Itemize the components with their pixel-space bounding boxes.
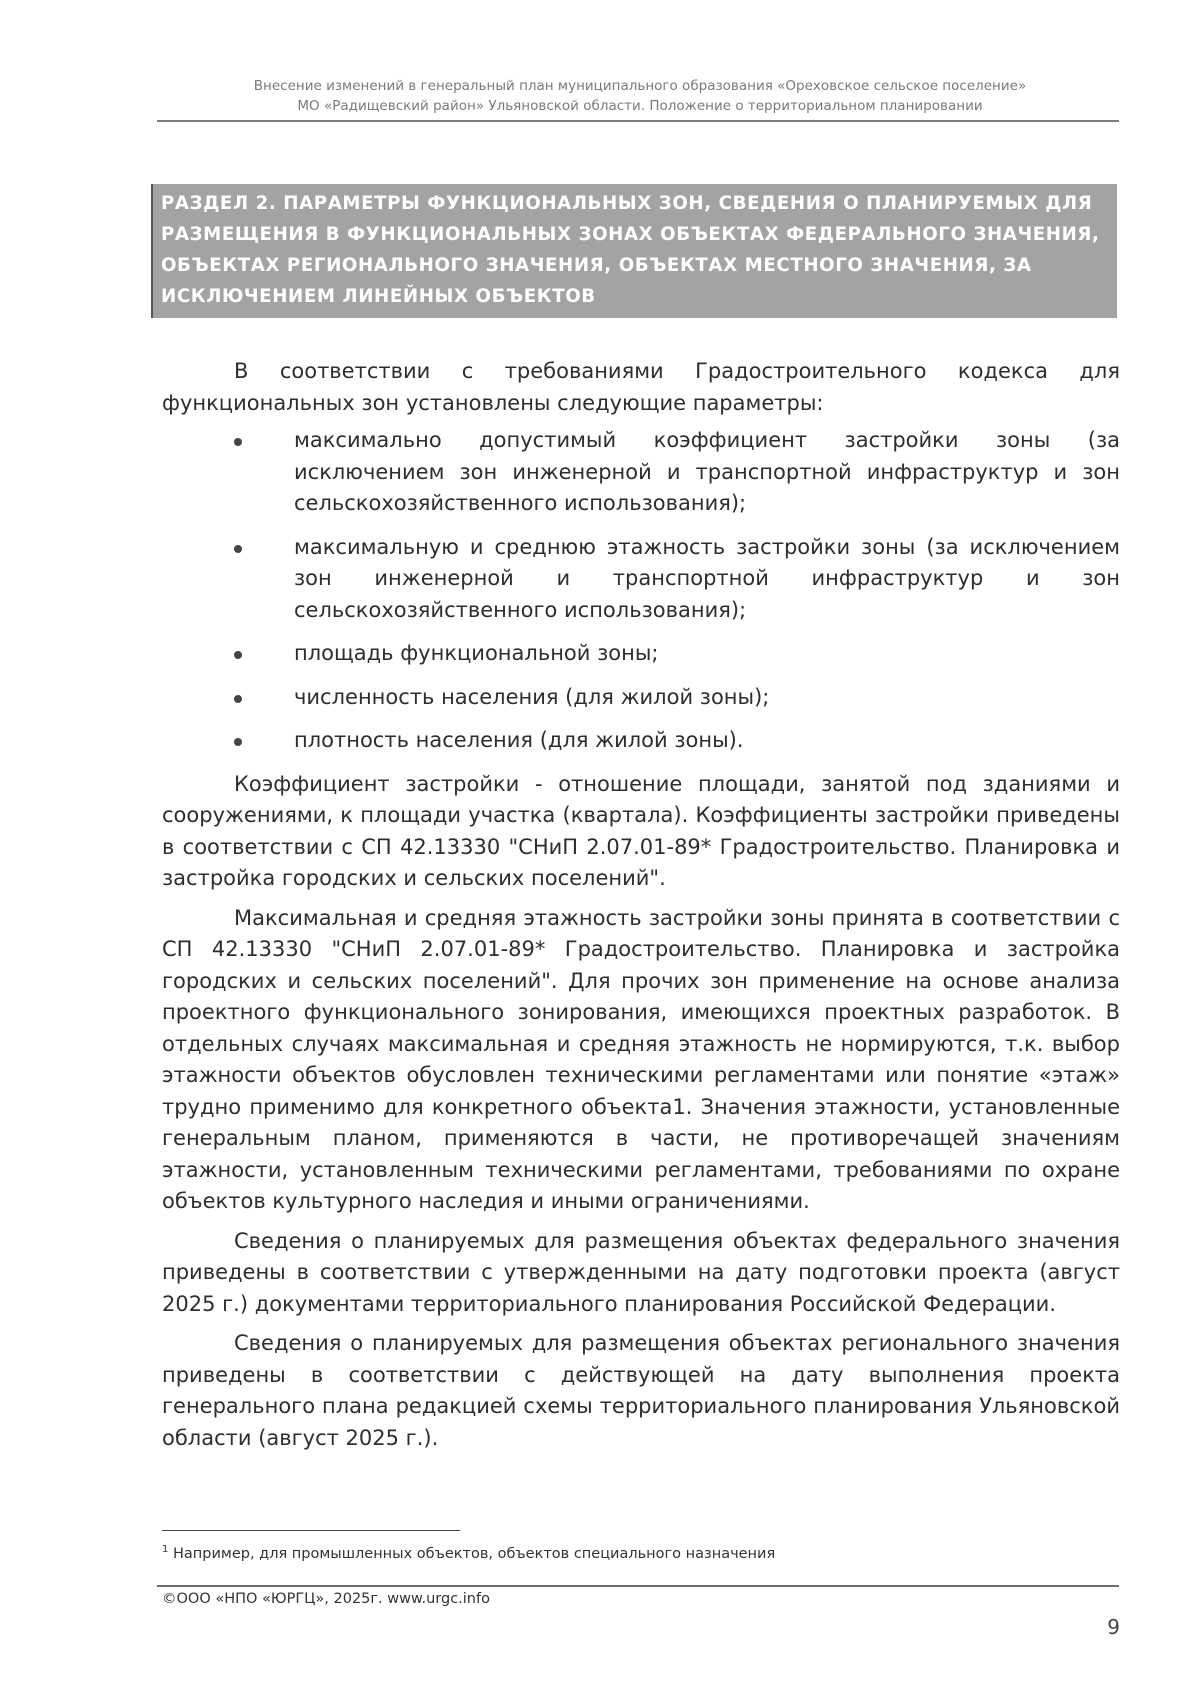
- body-text: [162, 356, 1120, 1454]
- footnote-text: Например, для промышленных объектов, объектов специального назначения: [168, 1545, 776, 1562]
- header-divider: [157, 120, 1119, 122]
- paragraph-storeys: Максимальная и средняя этажность застройки зоны принята в соответствии с СП 42.13330 "СНиП 2.07.01-89* Градостроительство. Планировка и застройка городских и сельских поселений". Для прочих зон применение на основе анализа проектного функционального зонирования, имеющихся проектных разработок. В отдельных случаях максимальная и средняя этажность не нормируются, т.к. выбор этажности объектов обусловлен техническими регламентами или понятие «этаж» трудно применимо для конкретного объекта1. Значения этажности, установленные генеральным планом, применяются в части, не противоречащей значениям этажности, установленным техническими регламентами, требованиями по охране объектов культурного наследия и иными ограничениями.: [162, 905, 1120, 1213]
- list-item-text: численность населения (для жилой зоны);: [294, 684, 770, 709]
- list-item-text: плотность населения (для жилой зоны).: [294, 728, 744, 752]
- parameters-list: [162, 425, 1120, 757]
- page-footer: ©ООО «НПО «ЮРГЦ», 2025г. www.urgc.info: [162, 1591, 490, 1607]
- bullet-icon: [234, 695, 242, 703]
- running-header: [160, 76, 1120, 116]
- list-item: [162, 532, 1120, 627]
- list-item: [162, 638, 1120, 670]
- footer-divider: [157, 1585, 1119, 1587]
- bullet-icon: [234, 545, 242, 553]
- page-number: 9: [1107, 1615, 1120, 1639]
- bullet-icon: [234, 738, 242, 746]
- list-item-text: площадь функциональной зоны;: [294, 641, 659, 665]
- list-item-text: максимальную и среднюю этажность застройки зоны (за исключением зон инженерной и транспортной инфраструктур и зон сельскохозяйственного использования);: [294, 534, 1120, 622]
- bullet-icon: [234, 651, 242, 659]
- footnote-divider: [162, 1530, 460, 1531]
- intro-paragraph: В соответствии с требованиями Градостроительного кодекса для функциональных зон установлены следующие параметры:: [162, 359, 1120, 415]
- list-item: [162, 725, 1120, 757]
- header-line-1: Внесение изменений в генеральный план муниципального образования «Ореховское сельское поселение»: [253, 78, 1027, 94]
- list-item: [162, 425, 1120, 520]
- footnote: [162, 1540, 1062, 1564]
- paragraph-regional-objects: Сведения о планируемых для размещения объектах регионального значения приведены в соответствии с действующей на дату выполнения проекта генерального плана редакцией схемы территориального планирования Ульяновской области (август 2025 г.).: [162, 1331, 1120, 1450]
- footnote-marker: 1: [162, 1544, 169, 1555]
- list-item-text: максимально допустимый коэффициент застройки зоны (за исключением зон инженерной и транспортной инфраструктур и зон сельскохозяйственного использования);: [294, 428, 1120, 515]
- bullet-icon: [234, 438, 242, 446]
- header-line-2: МО «Радищевский район» Ульяновской области. Положение о территориальном планировании: [297, 98, 983, 114]
- paragraph-federal-objects: Сведения о планируемых для размещения объектах федерального значения приведены в соответствии с утвержденными на дату подготовки проекта (август 2025 г.) документами территориального планирования Российской Федерации.: [162, 1228, 1120, 1316]
- paragraph-building-coefficient: Коэффициент застройки - отношение площади, занятой под зданиями и сооружениями, к площади участка (квартала). Коэффициенты застройки приведены в соответствии с СП 42.13330 "СНиП 2.07.01-89* Градостроительство. Планировка и застройка городских и сельских поселений".: [162, 771, 1120, 890]
- list-item: [162, 682, 1120, 714]
- section-heading: РАЗДЕЛ 2. ПАРАМЕТРЫ ФУНКЦИОНАЛЬНЫХ ЗОН, СВЕДЕНИЯ О ПЛАНИРУЕМЫХ ДЛЯ РАЗМЕЩЕНИЯ В ФУНКЦИОНАЛЬНЫХ ЗОНАХ ОБЪЕКТАХ ФЕДЕРАЛЬНОГО ЗНАЧЕНИЯ, ОБЪЕКТАХ РЕГИОНАЛЬНОГО ЗНАЧЕНИЯ, ОБЪЕКТАХ МЕСТНОГО ЗНАЧЕНИЯ, ЗА ИСКЛЮЧЕНИЕМ ЛИНЕЙНЫХ ОБЪЕКТОВ: [151, 184, 1117, 318]
